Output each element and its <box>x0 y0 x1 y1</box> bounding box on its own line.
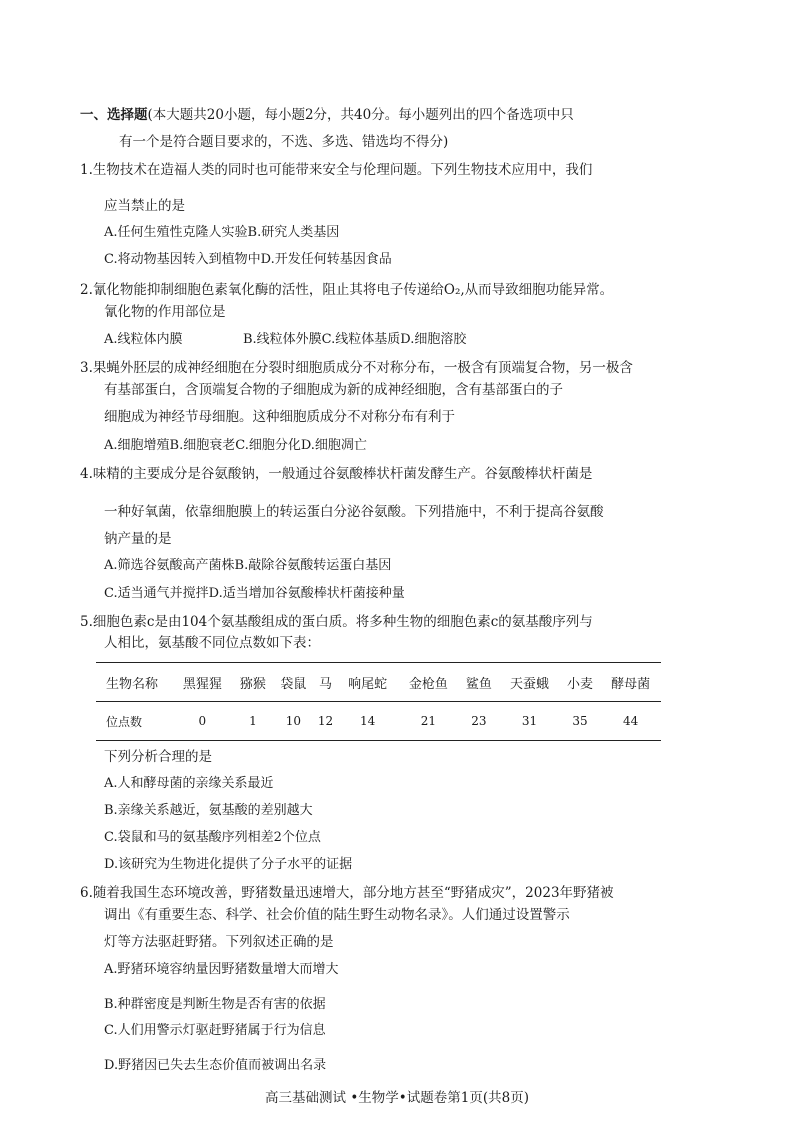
q4-stem-cont-2: 钠产量的是 <box>104 531 172 547</box>
table-organism: 马 <box>314 663 338 702</box>
table-value: 14 <box>337 702 398 741</box>
q2-stem-cont: 氰化物的作用部位是 <box>104 304 226 320</box>
q6-option-b: B.种群密度是判断生物是否有害的依据 <box>104 997 326 1012</box>
q5-option-d: D.该研究为生物进化提供了分子水平的证据 <box>104 857 353 872</box>
q3-stem: 3.果蝇外胚层的成神经细胞在分裂时细胞质成分不对称分布，一极含有顶端复合物，另一极含 <box>80 360 633 376</box>
q1-options-cd: C.将动物基因转入到植物中D.开发任何转基因食品 <box>104 252 392 267</box>
table-value: 31 <box>499 702 560 741</box>
table-organism: 鲨鱼 <box>459 663 499 702</box>
q5-analysis-stem: 下列分析合理的是 <box>104 749 212 765</box>
table-organism: 酵母菌 <box>600 663 661 702</box>
q2-stem: 2.氰化物能抑制细胞色素氧化酶的活性，阻止其将电子传递给O₂,从而导致细胞功能异常。 <box>80 282 614 298</box>
table-organism: 天蚕蛾 <box>499 663 560 702</box>
table-organism: 猕猴 <box>233 663 273 702</box>
q4-options-cd: C.适当通气并搅拌D.适当增加谷氨酸棒状杆菌接种量 <box>104 586 405 601</box>
q6-stem-cont-1: 调出《有重要生态、科学、社会价值的陆生野生动物名录》。人们通过设置警示 <box>104 907 570 923</box>
table-value-label: 位点数 <box>96 702 172 741</box>
cytochrome-c-table <box>96 662 661 741</box>
q4-options-ab: A.筛选谷氨酸高产菌株B.敲除谷氨酸转运蛋白基因 <box>104 558 392 573</box>
q5-option-a: A.人和酵母菌的亲缘关系最近 <box>104 776 274 791</box>
table-value: 1 <box>233 702 273 741</box>
table-value: 44 <box>600 702 661 741</box>
q6-stem: 6.随着我国生态环境改善，野猪数量迅速增大，部分地方甚至“野猪成灾”，2023年野猪被 <box>80 885 614 901</box>
section-instruction: (本大题共20小题，每小题2分，共40分。每小题列出的四个备选项中只 <box>147 107 574 123</box>
q4-stem-cont-1: 一种好氧菌，依靠细胞膜上的转运蛋白分泌谷氨酸。下列措施中，不利于提高谷氨酸 <box>104 504 604 520</box>
section-title: 一、选择题 <box>80 107 148 123</box>
table-organism: 黑猩猩 <box>172 663 233 702</box>
q6-stem-cont-2: 灯等方法驱赶野猪。下列叙述正确的是 <box>104 934 334 950</box>
page-footer: 高三基础测试 •生物学•试题卷第1页(共8页) <box>265 1090 529 1106</box>
table-header-row <box>96 663 661 702</box>
q4-stem: 4.味精的主要成分是谷氨酸钠，一般通过谷氨酸棒状杆菌发酵生产。谷氨酸棒状杆菌是 <box>80 466 593 482</box>
table-value: 0 <box>172 702 233 741</box>
q6-option-c: C.人们用警示灯驱赶野猪属于行为信息 <box>104 1023 326 1038</box>
table-organism: 金枪鱼 <box>398 663 459 702</box>
section-instruction-cont: 有一个是符合题目要求的，不选、多选、错选均不得分) <box>119 134 449 150</box>
q6-option-d: D.野猪因已失去生态价值而被调出名录 <box>104 1058 327 1073</box>
section-heading <box>80 106 574 124</box>
q3-options: A.细胞增殖B.细胞衰老C.细胞分化D.细胞凋亡 <box>104 438 367 453</box>
table-organism: 袋鼠 <box>273 663 313 702</box>
q3-stem-cont-2: 细胞成为神经节母细胞。这种细胞质成分不对称分布有利于 <box>104 409 455 425</box>
q5-stem-cont: 人相比，氨基酸不同位点数如下表： <box>104 635 320 651</box>
table-organism: 响尾蛇 <box>337 663 398 702</box>
q6-option-a: A.野猪环境容纳量因野猪数量增大而增大 <box>104 962 339 977</box>
table-value: 21 <box>398 702 459 741</box>
table-value-row <box>96 702 661 741</box>
q1-options-ab: A.任何生殖性克隆人实验B.研究人类基因 <box>104 225 340 240</box>
q5-option-b: B.亲缘关系越近，氨基酸的差别越大 <box>104 803 313 818</box>
q1-stem: 1.生物技术在造福人类的同时也可能带来安全与伦理问题。下列生物技术应用中，我们 <box>80 162 593 178</box>
table-value: 35 <box>560 702 600 741</box>
table-value: 12 <box>314 702 338 741</box>
table-value: 23 <box>459 702 499 741</box>
q3-stem-cont-1: 有基部蛋白，含顶端复合物的子细胞成为新的成神经细胞，含有基部蛋白的子 <box>104 382 563 398</box>
q1-stem-cont: 应当禁止的是 <box>104 198 185 214</box>
table-value: 10 <box>273 702 313 741</box>
q5-option-c: C.袋鼠和马的氨基酸序列相差2个位点 <box>104 830 321 845</box>
table-header-label: 生物名称 <box>96 663 172 702</box>
q2-option-a: A.线粒体内膜 <box>104 332 183 347</box>
table-organism: 小麦 <box>560 663 600 702</box>
q5-stem: 5.细胞色素c是由104个氨基酸组成的蛋白质。将多种生物的细胞色素c的氨基酸序列与 <box>80 614 593 630</box>
q2-options-bcd: B.线粒体外膜C.线粒体基质D.细胞溶胶 <box>243 332 467 347</box>
